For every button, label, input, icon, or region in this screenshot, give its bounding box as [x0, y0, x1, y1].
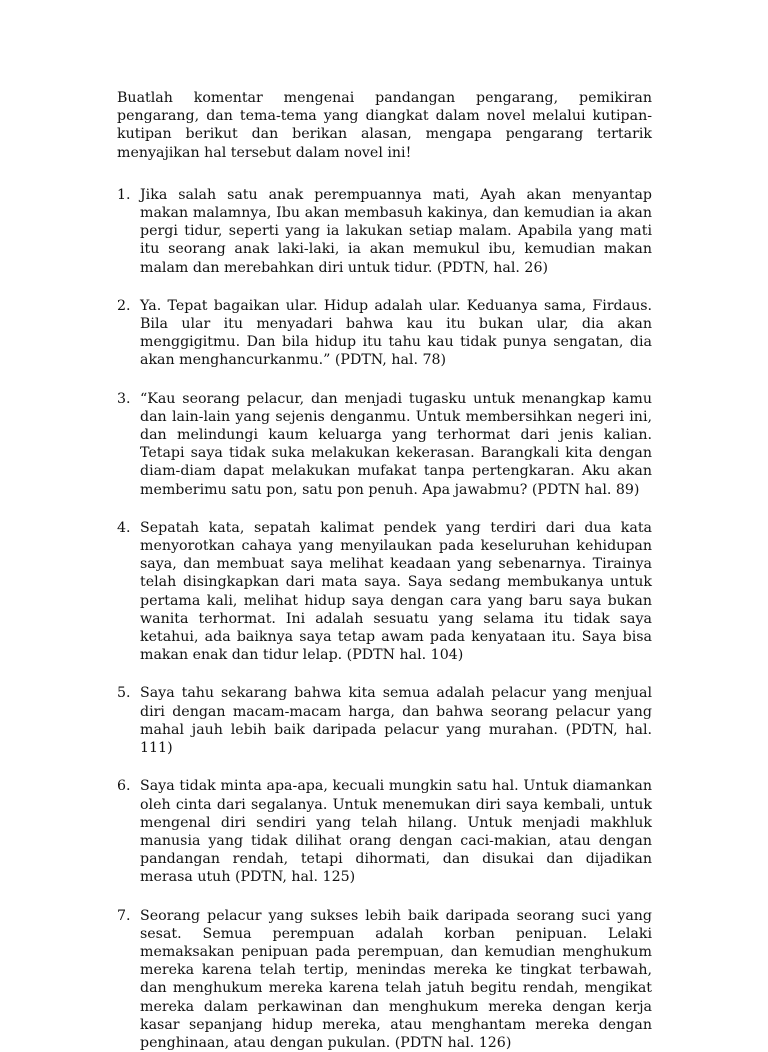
- quote-text: Sepatah kata, sepatah kalimat pendek yang terdiri dari dua kata menyorotkan cahaya yang menyilaukan pada keseluruhan kehidupan saya, dan membuat saya melihat keadaan yang sebenarnya. Tirainya telah disingkapkan dari mata saya. Saya sedang membukanya untuk pertama kali, melihat hidup saya dengan cara yang baru saya bukan wanita terhormat. Ini adalah sesuatu yang selama itu tidak saya ketahui, ada baiknya saya tetap awam pada kenyataan itu. Saya bisa makan enak dan tidur lelap. (PDTN hal. 104): [140, 519, 652, 664]
- quote-list: [117, 186, 652, 1052]
- quote-text: Jika salah satu anak perempuannya mati, Ayah akan menyantap makan malamnya, Ibu akan membasuh kakinya, dan kemudian ia akan pergi tidur, seperti yang ia lakukan setiap malam. Apabila yang mati itu seorang anak laki-laki, ia akan memukul ibu, kemudian makan malam dan merebahkan diri untuk tidur. (PDTN, hal. 26): [140, 186, 652, 276]
- instruction-paragraph: Buatlah komentar mengenai pandangan pengarang, pemikiran pengarang, dan tema-tema yang diangkat dalam novel melalui kutipan-kutipan berikut dan berikan alasan, mengapa pengarang tertarik menyajikan hal tersebut dalam novel ini!: [117, 90, 652, 161]
- quote-number: 2.: [117, 297, 131, 314]
- quote-number: 3.: [117, 390, 131, 407]
- quote-number: 5.: [117, 685, 131, 702]
- quote-item: [117, 684, 652, 757]
- quote-text: Seorang pelacur yang sukses lebih baik daripada seorang suci yang sesat. Semua perempuan adalah korban penipuan. Lelaki memaksakan penipuan pada perempuan, dan kemudian menghukum mereka karena telah tertip, menindas mereka ke tingkat terbawah, dan menghukum mereka karena telah jatuh begitu rendah, mengikat mereka dalam perkawinan dan menghukum mereka dengan kerja kasar sepanjang hidup mereka, atau menghantam mereka dengan penghinaan, atau dengan pukulan. (PDTN hal. 126): [140, 907, 652, 1051]
- quote-number: 7.: [117, 907, 131, 924]
- quote-number: 6.: [117, 778, 131, 795]
- quote-number: 4.: [117, 519, 131, 536]
- quote-number: 1.: [117, 186, 131, 203]
- quote-item: [117, 186, 652, 277]
- quote-text: Saya tidak minta apa-apa, kecuali mungkin satu hal. Untuk diamankan oleh cinta dari segalanya. Untuk menemukan diri saya kembali, untuk mengenal diri sendiri yang telah hilang. Untuk menjadi makhluk manusia yang tidak dilihat orang dengan caci-makian, atau dengan pandangan rendah, tetapi dihormati, dan disukai dan dijadikan merasa utuh (PDTN, hal. 125): [140, 778, 652, 886]
- quote-text: Saya tahu sekarang bahwa kita semua adalah pelacur yang menjual diri dengan macam-macam harga, dan bahwa seorang pelacur yang mahal jauh lebih baik daripada pelacur yang murahan. (PDTN, hal. 111): [140, 685, 652, 757]
- document-page: [117, 89, 652, 1052]
- quote-text: “Kau seorang pelacur, dan menjadi tugasku untuk menangkap kamu dan lain-lain yang sejenis denganmu. Untuk membersihkan negeri ini, dan melindungi kaum keluarga yang terhormat dari jenis kalian. Tetapi saya tidak suka melakukan kekerasan. Barangkali kita dengan diam-diam dapat melakukan mufakat tanpa pertengkaran. Aku akan memberimu satu pon, satu pon penuh. Apa jawabmu? (PDTN hal. 89): [140, 390, 652, 498]
- quote-text: Ya. Tepat bagaikan ular. Hidup adalah ular. Keduanya sama, Firdaus. Bila ular itu menyadari bahwa kau itu bukan ular, dia akan menggigitmu. Dan bila hidup itu tahu kau tidak punya sengatan, dia akan menghancurkanmu.” (PDTN, hal. 78): [140, 297, 652, 369]
- quote-item: [117, 390, 652, 499]
- quote-item: [117, 777, 652, 886]
- quote-item: [117, 297, 652, 370]
- quote-item: [117, 519, 652, 665]
- quote-item: [117, 907, 652, 1052]
